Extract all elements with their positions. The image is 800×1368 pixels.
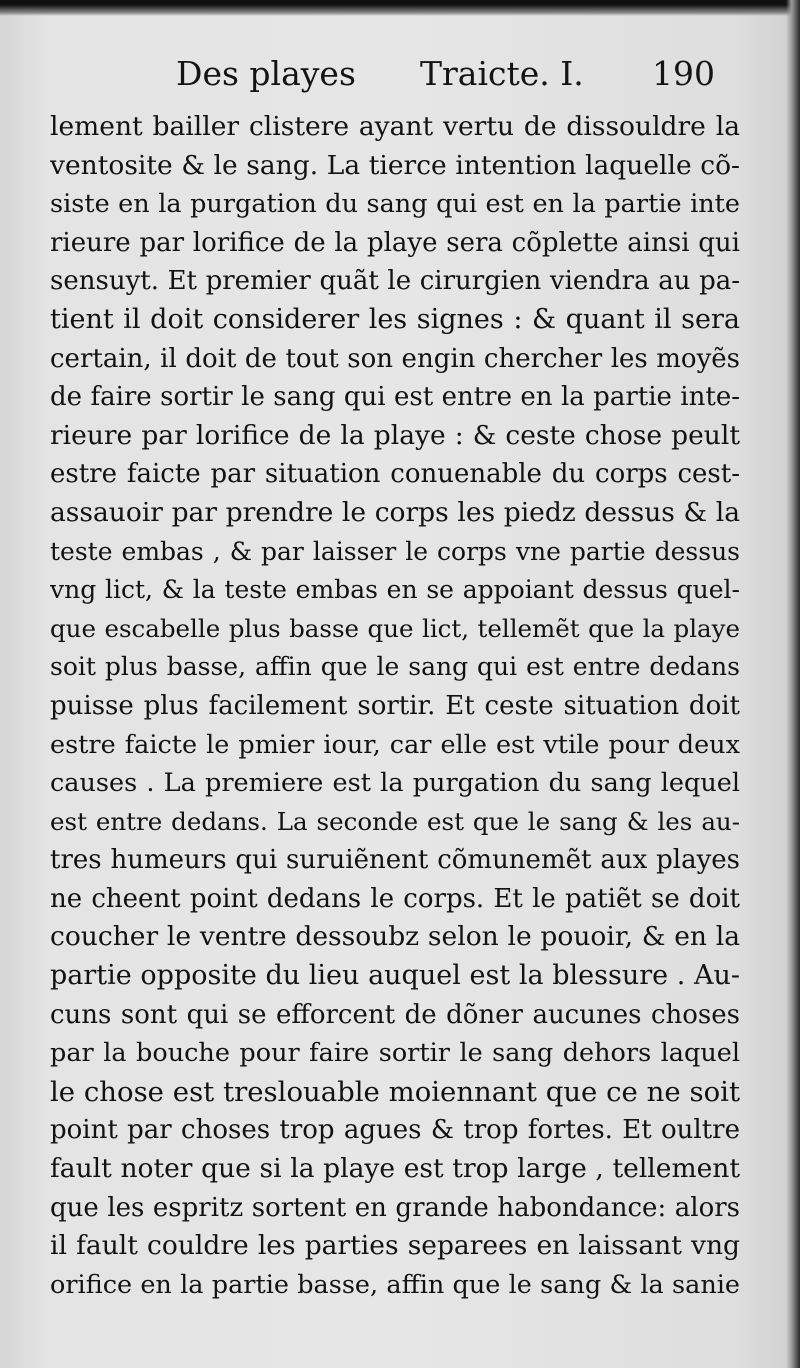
text-line: il fault couldre les parties separees en laissant vng	[50, 1230, 740, 1262]
text-line: tient il doit considerer les signes : & quant il sera	[50, 303, 740, 335]
text-line: assauoir par prendre le corps les piedz dessus & la	[50, 496, 740, 528]
text-line: fault noter que si la playe est trop large , tellement	[50, 1153, 740, 1185]
text-line: rieure par lorifice de la playe sera cõplette ainsi qui	[50, 227, 740, 258]
text-line: puisse plus facilement sortir. Et ceste situation doit	[50, 690, 740, 721]
page-number: 190	[652, 54, 715, 93]
text-line: orifice en la partie basse, affin que le sang & la sanie	[50, 1269, 740, 1300]
text-line: ventosite & le sang. La tierce intention laquelle cõ-	[50, 149, 740, 181]
text-line: que les espritz sortent en grande habondance: alors	[50, 1192, 740, 1223]
text-line: ne cheent point dedans le corps. Et le patiẽt se doit	[50, 883, 740, 914]
text-line: de faire sortir le sang qui est entre en la partie inte-	[50, 382, 740, 413]
text-line: estre faicte par situation conuenable du corps cest-	[50, 459, 740, 490]
text-line: rieure par lorifice de la playe : & ceste chose peult	[50, 419, 740, 451]
text-line: causes . La premiere est la purgation du sang lequel	[50, 768, 740, 799]
text-line: coucher le ventre dessoubz selon le pouoir, & en la	[50, 921, 740, 953]
text-line: siste en la purgation du sang qui est en la partie inte	[50, 189, 740, 220]
treatise-label: Traicte. I.	[420, 54, 584, 93]
text-line: par la bouche pour faire sortir le sang dehors laquel	[50, 1038, 740, 1069]
text-line: le chose est treslouable moiennant que ce ne soit	[50, 1075, 740, 1108]
running-title: Des playes	[176, 54, 356, 93]
text-line: certain, il doit de tout son engin chercher les moyẽs	[50, 343, 740, 374]
text-line: vng lict, & la teste embas en se appoiant dessus quel-	[50, 575, 740, 605]
text-line: partie opposite du lieu auquel est la blessure . Au-	[50, 960, 740, 992]
body-text	[50, 108, 740, 1304]
text-line: teste embas , & par laisser le corps vne partie dessus	[50, 536, 740, 566]
text-line: que escabelle plus basse que lict, tellemẽt que la playe	[50, 613, 740, 643]
text-line: sensuyt. Et premier quãt le cirurgien viendra au pa-	[50, 266, 740, 297]
page-top-edge-shadow	[0, 0, 800, 16]
text-line: est entre dedans. La seconde est que le sang & les au-	[50, 806, 740, 836]
text-line: cuns sont qui se efforcent de dõner aucunes choses	[50, 999, 740, 1030]
text-line: estre faicte le pmier iour, car elle est vtile pour deux	[50, 729, 740, 760]
running-header	[0, 54, 800, 106]
text-line: soit plus basse, affin que le sang qui est entre dedans	[50, 652, 740, 682]
text-line: tres humeurs qui suruiẽnent cõmunemẽt aux playes	[50, 845, 740, 876]
page-right-edge-shadow	[786, 0, 800, 1368]
text-line: lement bailler clistere ayant vertu de dissouldre la	[50, 111, 740, 142]
text-line: point par choses trop agues & trop fortes. Et oultre	[50, 1115, 740, 1146]
